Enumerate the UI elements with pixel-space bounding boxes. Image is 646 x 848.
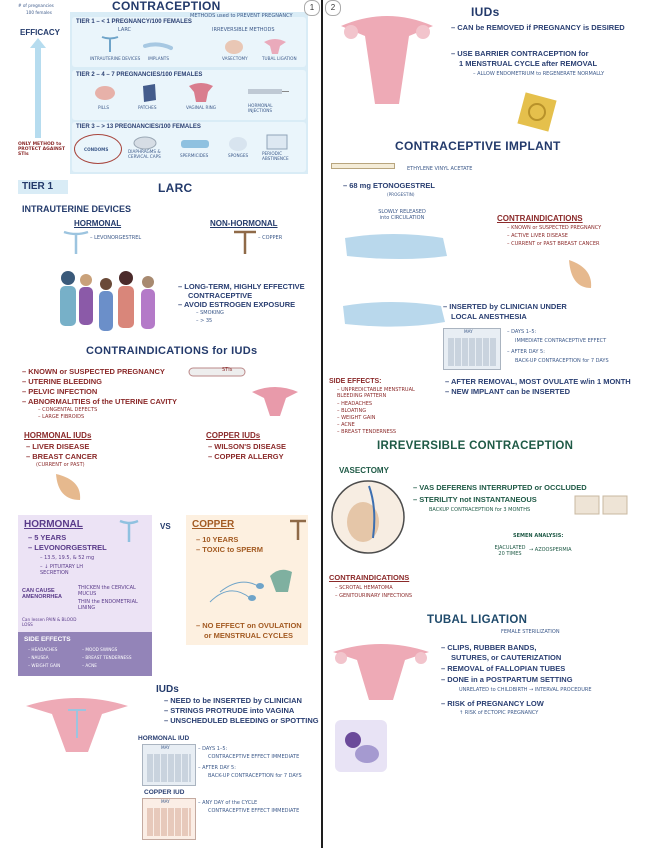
iuds-item: – UNSCHEDULED BLEEDING or SPOTTING bbox=[164, 716, 319, 725]
thicken: THICKEN the CERVICAL MUCUS bbox=[78, 585, 136, 597]
hormonal-label: HORMONAL bbox=[74, 219, 122, 228]
copper-iuds-item: – COPPER ALLERGY bbox=[208, 452, 284, 461]
vas-item: – VAS DEFERENS INTERRUPTED or OCCLUDED bbox=[413, 483, 587, 492]
side-effects-title: SIDE EFFECTS bbox=[24, 636, 71, 643]
side-right: – ACNE bbox=[82, 663, 97, 668]
female-ster: FEMALE STERILIZATION bbox=[501, 629, 560, 635]
right-page bbox=[323, 0, 646, 848]
compare-hormonal-doses: – 13.5, 19.5, & 52 mg bbox=[40, 555, 95, 561]
tier1-item: VASECTOMY bbox=[222, 56, 248, 61]
tier2-item: PATCHES bbox=[138, 105, 157, 110]
risk: – RISK of PREGNANCY LOW bbox=[441, 699, 544, 708]
uterus-illustration bbox=[337, 6, 437, 116]
tier2-item: VAGINAL RING bbox=[186, 105, 217, 110]
compare-hormonal-lh: – ↓ PITUITARY LH SECRETION bbox=[40, 564, 83, 576]
vasectomy-title: VASECTOMY bbox=[339, 466, 389, 475]
sponge-icon bbox=[228, 136, 248, 152]
efficacy-arrow bbox=[28, 38, 48, 140]
copper-iud-calendar-label: COPPER IUD bbox=[144, 789, 185, 796]
implant-contra-item: – CURRENT or PAST BREAST CANCER bbox=[507, 241, 600, 247]
ejaculated: EJACULATED 20 TIMES bbox=[494, 545, 526, 557]
after-removal: – AFTER REMOVAL, MOST OVULATE w/in 1 MONTH bbox=[445, 377, 631, 386]
side-right: – MOOD SWINGS bbox=[82, 647, 118, 652]
compare-copper-item: – 10 YEARS bbox=[196, 535, 239, 544]
tier2-item: HORMONAL INJECTIONS bbox=[248, 103, 273, 113]
side-left: – NAUSEA bbox=[28, 655, 49, 660]
left-page bbox=[0, 0, 321, 848]
after-day5: – AFTER DAY 5: bbox=[507, 349, 545, 355]
implant-side-title: SIDE EFFECTS: bbox=[329, 378, 382, 385]
hormonal-iud-note: – AFTER DAY 5: bbox=[198, 765, 236, 771]
hormonal-iuds-item: – LIVER DISEASE bbox=[26, 442, 90, 451]
hormonal-iud-note: CONTRACEPTIVE EFFECT IMMEDIATE bbox=[208, 754, 300, 760]
iuds-item: – CAN be REMOVED if PREGNANCY is DESIRED bbox=[451, 23, 625, 32]
page-badge: 1 bbox=[304, 0, 320, 16]
etono-label: – 68 mg ETONOGESTREL bbox=[343, 181, 435, 190]
hormonal-iud-icon bbox=[62, 228, 90, 256]
tier1-tab-label: TIER 1 bbox=[22, 181, 54, 192]
contra-item: – KNOWN or SUSPECTED PREGNANCY bbox=[22, 367, 165, 376]
contra-sub: – LARGE FIBROIDS bbox=[38, 414, 85, 420]
contra-title: CONTRAINDICATIONS for IUDs bbox=[86, 345, 258, 357]
amenorrhea: CAN CAUSE AMENORRHEA bbox=[22, 588, 63, 601]
tubal-item: SUTURES, or CAUTERIZATION bbox=[451, 653, 562, 662]
hormonal-iuds-sub: (CURRENT or PAST) bbox=[36, 462, 85, 468]
slow-release: SLOWLY RELEASED into CIRCULATION bbox=[378, 209, 426, 221]
larc-title: LARC bbox=[158, 181, 193, 195]
injection-icon bbox=[246, 84, 290, 98]
copper-iud-icon bbox=[232, 228, 258, 256]
uterus-iud-illustration bbox=[22, 690, 132, 760]
copper-calendar bbox=[142, 798, 196, 840]
vasectomy-illustration bbox=[329, 478, 407, 556]
implant-title: CONTRACEPTIVE IMPLANT bbox=[395, 139, 561, 153]
compare-hormonal-title: HORMONAL bbox=[24, 519, 83, 530]
vas-contra-item: – SCROTAL HEMATOMA bbox=[335, 585, 393, 591]
vs-label: VS bbox=[160, 522, 171, 531]
implant-side-item: – BREAST TENDERNESS bbox=[337, 429, 397, 435]
tier2-header: TIER 2 – 4 – 7 PREGNANCIES/100 FEMALES bbox=[76, 72, 203, 78]
tubal-title: TUBAL LIGATION bbox=[427, 614, 528, 626]
vas-contra-title: CONTRAINDICATIONS bbox=[329, 573, 410, 582]
larc-point: – AVOID ESTROGEN EXPOSURE bbox=[178, 300, 296, 309]
tubal-item: – REMOVAL of FALLOPIAN TUBES bbox=[441, 664, 566, 673]
implant-side-item: – HEADACHES bbox=[337, 401, 373, 407]
iuds-title: IUDs bbox=[471, 5, 500, 19]
after-day5-note: BACK-UP CONTRACEPTION for 7 DAYS bbox=[515, 358, 609, 364]
copper-iuds-title: COPPER IUDs bbox=[206, 431, 261, 440]
breast-icon bbox=[565, 256, 595, 292]
tier3-header: TIER 3 – > 13 PREGNANCIES/100 FEMALES bbox=[76, 124, 201, 130]
iuds-item: – NEED to be INSERTED by CLINICIAN bbox=[164, 696, 302, 705]
larc-point: – LONG-TERM, HIGHLY EFFECTIVE bbox=[178, 282, 305, 291]
tier1-header: TIER 1 – < 1 PREGNANCY/100 FEMALES bbox=[76, 19, 192, 25]
tier3-item: SPONGES bbox=[228, 153, 249, 158]
efficacy-top: # of pregnancies bbox=[18, 3, 54, 8]
only-method-note: ONLY METHOD to PROTECT AGAINST STIs bbox=[18, 142, 66, 158]
spermicide-icon bbox=[180, 138, 210, 150]
iuds-sub: – ALLOW ENDOMETRIUM to REGENERATE NORMALLY bbox=[473, 71, 605, 77]
hormonal-calendar bbox=[142, 744, 196, 786]
copper-iud-note: CONTRACEPTIVE EFFECT IMMEDIATE bbox=[208, 808, 300, 814]
efficacy-label: EFFICACY bbox=[20, 28, 60, 37]
calendar-month: MAY bbox=[464, 329, 473, 334]
page-badge: 2 bbox=[325, 0, 341, 16]
vasectomy-icon bbox=[222, 34, 246, 56]
patch-icon bbox=[140, 82, 158, 104]
irreversible-title: IRREVERSIBLE CONTRACEPTION bbox=[377, 440, 574, 452]
iud-icon bbox=[100, 34, 120, 54]
arm-illustration bbox=[343, 228, 451, 264]
inserted2: LOCAL ANESTHESIA bbox=[451, 312, 527, 321]
hormonal-desc: – LEVONORGESTREL bbox=[90, 235, 142, 241]
uterus-icon bbox=[250, 382, 300, 418]
iuds-item: 1 MENSTRUAL CYCLE after REMOVAL bbox=[459, 59, 598, 68]
nonhormonal-label: NON-HORMONAL bbox=[210, 219, 278, 228]
tier3-item: DIAPHRAGMS & CERVICAL CAPS bbox=[128, 149, 161, 159]
side-left: – HEADACHES bbox=[28, 647, 58, 652]
side-left: – WEIGHT GAIN bbox=[28, 663, 61, 668]
tier1-item: IMPLANTS bbox=[148, 56, 170, 61]
compare-hormonal-item: – 5 YEARS bbox=[28, 533, 67, 542]
implant-side-item: – WEIGHT GAIN bbox=[337, 415, 376, 421]
checks-icon bbox=[573, 494, 629, 516]
calendar-icon bbox=[266, 134, 288, 150]
compare-copper-iud-icon bbox=[288, 518, 308, 542]
days-1-5-note: IMMEDIATE CONTRACEPTIVE EFFECT bbox=[515, 338, 607, 344]
semen: SEMEN ANALYSIS: bbox=[513, 533, 564, 539]
contra-item: – PELVIC INFECTION bbox=[22, 387, 98, 396]
progestin-label: (PROGESTIN) bbox=[387, 192, 415, 197]
contra-item: – ABNORMALITIES of the UTERINE CAVITY bbox=[22, 397, 178, 406]
eva-label: ETHYLENE VINYL ACETATE bbox=[407, 166, 473, 172]
compare-copper-item: – TOXIC to SPERM bbox=[196, 545, 263, 554]
side-right: – BREAST TENDERNESS bbox=[82, 655, 132, 660]
tier1-irreversible: IRREVERSIBLE METHODS bbox=[212, 27, 275, 33]
hormonal-iuds-item: – BREAST CANCER bbox=[26, 452, 98, 461]
hormonal-iud-note: – DAYS 1–5: bbox=[198, 746, 228, 752]
vas-item: – STERILITY not INSTANTANEOUS bbox=[413, 495, 537, 504]
copper-iud-note: – ANY DAY of the CYCLE bbox=[198, 800, 258, 806]
new-implant: – NEW IMPLANT can be INSERTED bbox=[445, 387, 571, 396]
mother-baby-illustration bbox=[333, 718, 389, 774]
implant-calendar bbox=[443, 328, 501, 370]
implant-side-item: – BLOATING bbox=[337, 408, 367, 414]
nonhormonal-desc: – COPPER bbox=[258, 235, 283, 241]
efficacy-top2: 100 females bbox=[26, 10, 52, 15]
tier1-item: INTRAUTERINE DEVICES bbox=[90, 56, 141, 61]
vas-backup: BACKUP CONTRACEPTION for 3 MONTHS bbox=[429, 507, 531, 513]
thin: THIN the ENDOMETRIAL LINING bbox=[78, 599, 138, 611]
larc-point: CONTRACEPTIVE bbox=[188, 291, 253, 300]
larc-sub: – > 35 bbox=[196, 318, 213, 324]
copper-note: – NO EFFECT on OVULATION bbox=[196, 621, 302, 630]
vas-contra-item: – GENITOURINARY INFECTIONS bbox=[335, 593, 413, 599]
calendar-month: MAY bbox=[161, 799, 170, 804]
page-subtitle: METHODS used to PREVENT PREGNANCY bbox=[190, 13, 293, 19]
implant-contra-title: CONTRAINDICATIONS bbox=[497, 214, 583, 223]
compare-hormonal-iud-icon bbox=[118, 518, 140, 544]
lessen: Can lessen PAIN & BLOOD LOSS bbox=[22, 617, 77, 627]
tier2-item: PILLS bbox=[98, 105, 110, 110]
page-title: CONTRACEPTION bbox=[112, 0, 221, 13]
ectopic: ↑ RISK of ECTOPIC PREGNANCY bbox=[459, 710, 539, 716]
hormonal-iuds-title: HORMONAL IUDs bbox=[24, 431, 92, 440]
iud-title: INTRAUTERINE DEVICES bbox=[22, 204, 132, 214]
implant-contra-item: – ACTIVE LIVER DISEASE bbox=[507, 233, 568, 239]
calendar-month: MAY bbox=[161, 745, 170, 750]
azoospermia: → AZOOSPERMIA bbox=[529, 547, 572, 553]
condom-package-icon bbox=[515, 90, 559, 134]
vaginal-ring-icon bbox=[186, 80, 216, 104]
copper-note: or MENSTRUAL CYCLES bbox=[204, 631, 294, 640]
stis-tag: STIs bbox=[222, 367, 233, 373]
tier3-item: SPERMICIDES bbox=[180, 153, 209, 158]
arm-illustration-2 bbox=[341, 298, 449, 334]
compare-hormonal-item: – LEVONORGESTREL bbox=[28, 543, 107, 552]
tier1-larc: LARC bbox=[118, 27, 132, 33]
days-1-5: – DAYS 1–5: bbox=[507, 329, 537, 335]
copper-iuds-item: – WILSON'S DISEASE bbox=[208, 442, 287, 451]
test-strip-icon bbox=[188, 366, 246, 378]
larc-sub: – SMOKING bbox=[196, 310, 224, 316]
hormonal-iud-calendar-label: HORMONAL IUD bbox=[138, 735, 190, 742]
iuds-item: – STRINGS PROTRUDE into VAGINA bbox=[164, 706, 295, 715]
tubal-icon bbox=[262, 34, 288, 56]
diaphragm-icon bbox=[132, 134, 158, 150]
unrelated: UNRELATED to CHILDBIRTH → INTERVAL PROCEDURE bbox=[459, 687, 592, 693]
contra-sub: – CONGENTAL DEFECTS bbox=[38, 407, 98, 413]
implant-contra-item: – KNOWN or SUSPECTED PREGNANCY bbox=[507, 225, 602, 231]
tubal-item: – DONE in a POSTPARTUM SETTING bbox=[441, 675, 573, 684]
tubal-item: – CLIPS, RUBBER BANDS, bbox=[441, 643, 537, 652]
women-illustration bbox=[56, 268, 164, 340]
implant-icon bbox=[143, 40, 173, 52]
implant-side-item: – ACNE bbox=[337, 422, 355, 428]
inserted: – INSERTED by CLINICIAN UNDER bbox=[443, 302, 567, 311]
hormonal-iud-note: BACK-UP CONTRACEPTION for 7 DAYS bbox=[208, 773, 302, 779]
sperm-illustration bbox=[200, 562, 300, 612]
iuds-item: – USE BARRIER CONTRACEPTION for bbox=[451, 49, 589, 58]
contra-item: – UTERINE BLEEDING bbox=[22, 377, 103, 386]
tubal-uterus-illustration bbox=[329, 636, 433, 706]
implant-side-item: – UNPREDICTABLE MENSTRUAL BLEEDING PATTERN bbox=[337, 387, 415, 399]
iuds-title: IUDs bbox=[156, 684, 179, 695]
breast-icon bbox=[52, 470, 86, 504]
tier3-item: PERIODIC ABSTINENCE bbox=[262, 151, 289, 161]
pills-icon bbox=[94, 84, 116, 102]
implant-rod bbox=[331, 163, 395, 169]
compare-copper-title: COPPER bbox=[192, 519, 235, 530]
tier3-item: CONDOMS bbox=[84, 147, 109, 152]
tier1-item: TUBAL LIGATION bbox=[262, 56, 297, 61]
